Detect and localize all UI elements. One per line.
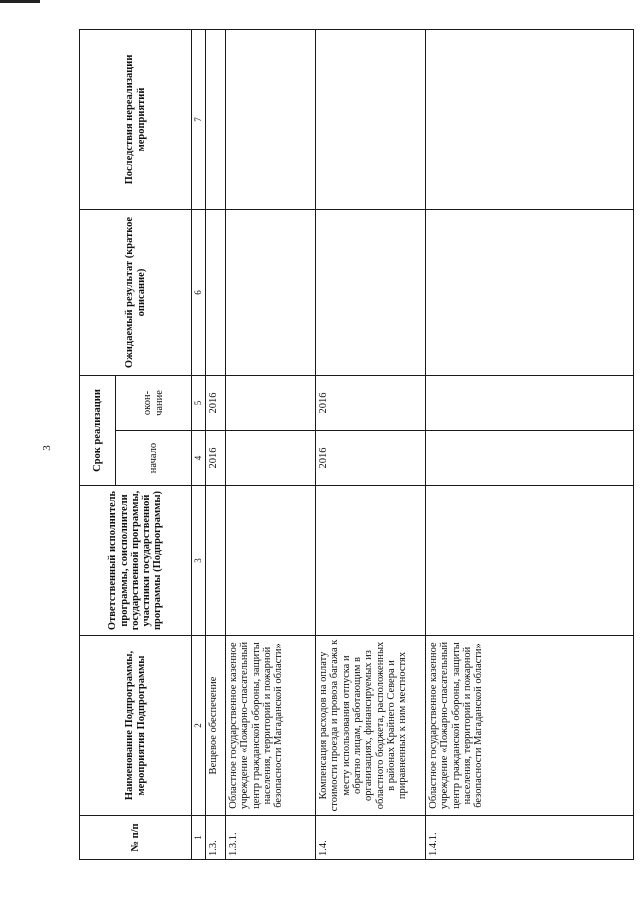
column-number: 1 [192, 816, 206, 860]
action-plan-table [79, 29, 634, 860]
table-row [316, 30, 426, 860]
row-responsible [206, 486, 226, 636]
row-name: Компенсация расходов на оплату стоимости проезда и провоза багажа к месту использования отпуска и обратно лицам, работающим в организациях, финансируемых из областного бюджета, расположенных в районах Крайнего Севера и приравненных к ним местностях [316, 636, 426, 816]
column-number: 7 [192, 30, 206, 210]
table-row [226, 30, 316, 860]
header-name: Наименование Подпрограммы, мероприятия Подпрограммы [80, 636, 192, 816]
header-num: № п/п [80, 816, 192, 860]
column-number: 6 [192, 210, 206, 376]
row-consequences [426, 30, 634, 210]
row-num: 1.3. [206, 816, 226, 860]
row-consequences [226, 30, 316, 210]
row-num: 1.3.1. [226, 816, 316, 860]
column-number-row [192, 30, 206, 860]
column-number: 4 [192, 431, 206, 486]
header-end: окон-чание [116, 376, 192, 431]
row-end: 2016 [206, 376, 226, 431]
row-name: Областное государственное казенное учреждение «Пожарно-спасательный центр гражданской обороны, защиты населения, территорий и пожарной безопасности Магаданской области» [226, 636, 316, 816]
row-start [226, 431, 316, 486]
header-responsible: Ответственный исполнитель программы, соисполнители государственной программы, участники государственной программы (Подпрограммы) [80, 486, 192, 636]
row-start: 2016 [316, 431, 426, 486]
row-result [206, 210, 226, 376]
header-result: Ожидаемый результат (краткое описание) [80, 210, 192, 376]
row-responsible [316, 486, 426, 636]
row-result [426, 210, 634, 376]
row-name: Вещевое обеспечение [206, 636, 226, 816]
table-row [426, 30, 634, 860]
column-number: 5 [192, 376, 206, 431]
row-responsible [426, 486, 634, 636]
header-consequences: Последствия нереализации мероприятий [80, 30, 192, 210]
row-consequences [206, 30, 226, 210]
rotated-table-wrapper [79, 30, 634, 860]
header-row [80, 30, 116, 860]
row-end: 2016 [316, 376, 426, 431]
table-row [206, 30, 226, 860]
row-start [426, 431, 634, 486]
header-start: начало [116, 431, 192, 486]
row-name: Областное государственное казенное учреждение «Пожарно-спасательный центр гражданской обороны, защиты населения, территорий и пожарной безопасности Магаданской области» [426, 636, 634, 816]
row-end [226, 376, 316, 431]
row-result [316, 210, 426, 376]
page-number: 3 [41, 445, 53, 451]
row-consequences [316, 30, 426, 210]
row-num: 1.4. [316, 816, 426, 860]
column-number: 3 [192, 486, 206, 636]
column-number: 2 [192, 636, 206, 816]
row-result [226, 210, 316, 376]
row-num: 1.4.1. [426, 816, 634, 860]
header-period: Срок реализации [80, 376, 116, 486]
row-responsible [226, 486, 316, 636]
scan-corner-mark [0, 0, 40, 3]
row-start: 2016 [206, 431, 226, 486]
row-end [426, 376, 634, 431]
